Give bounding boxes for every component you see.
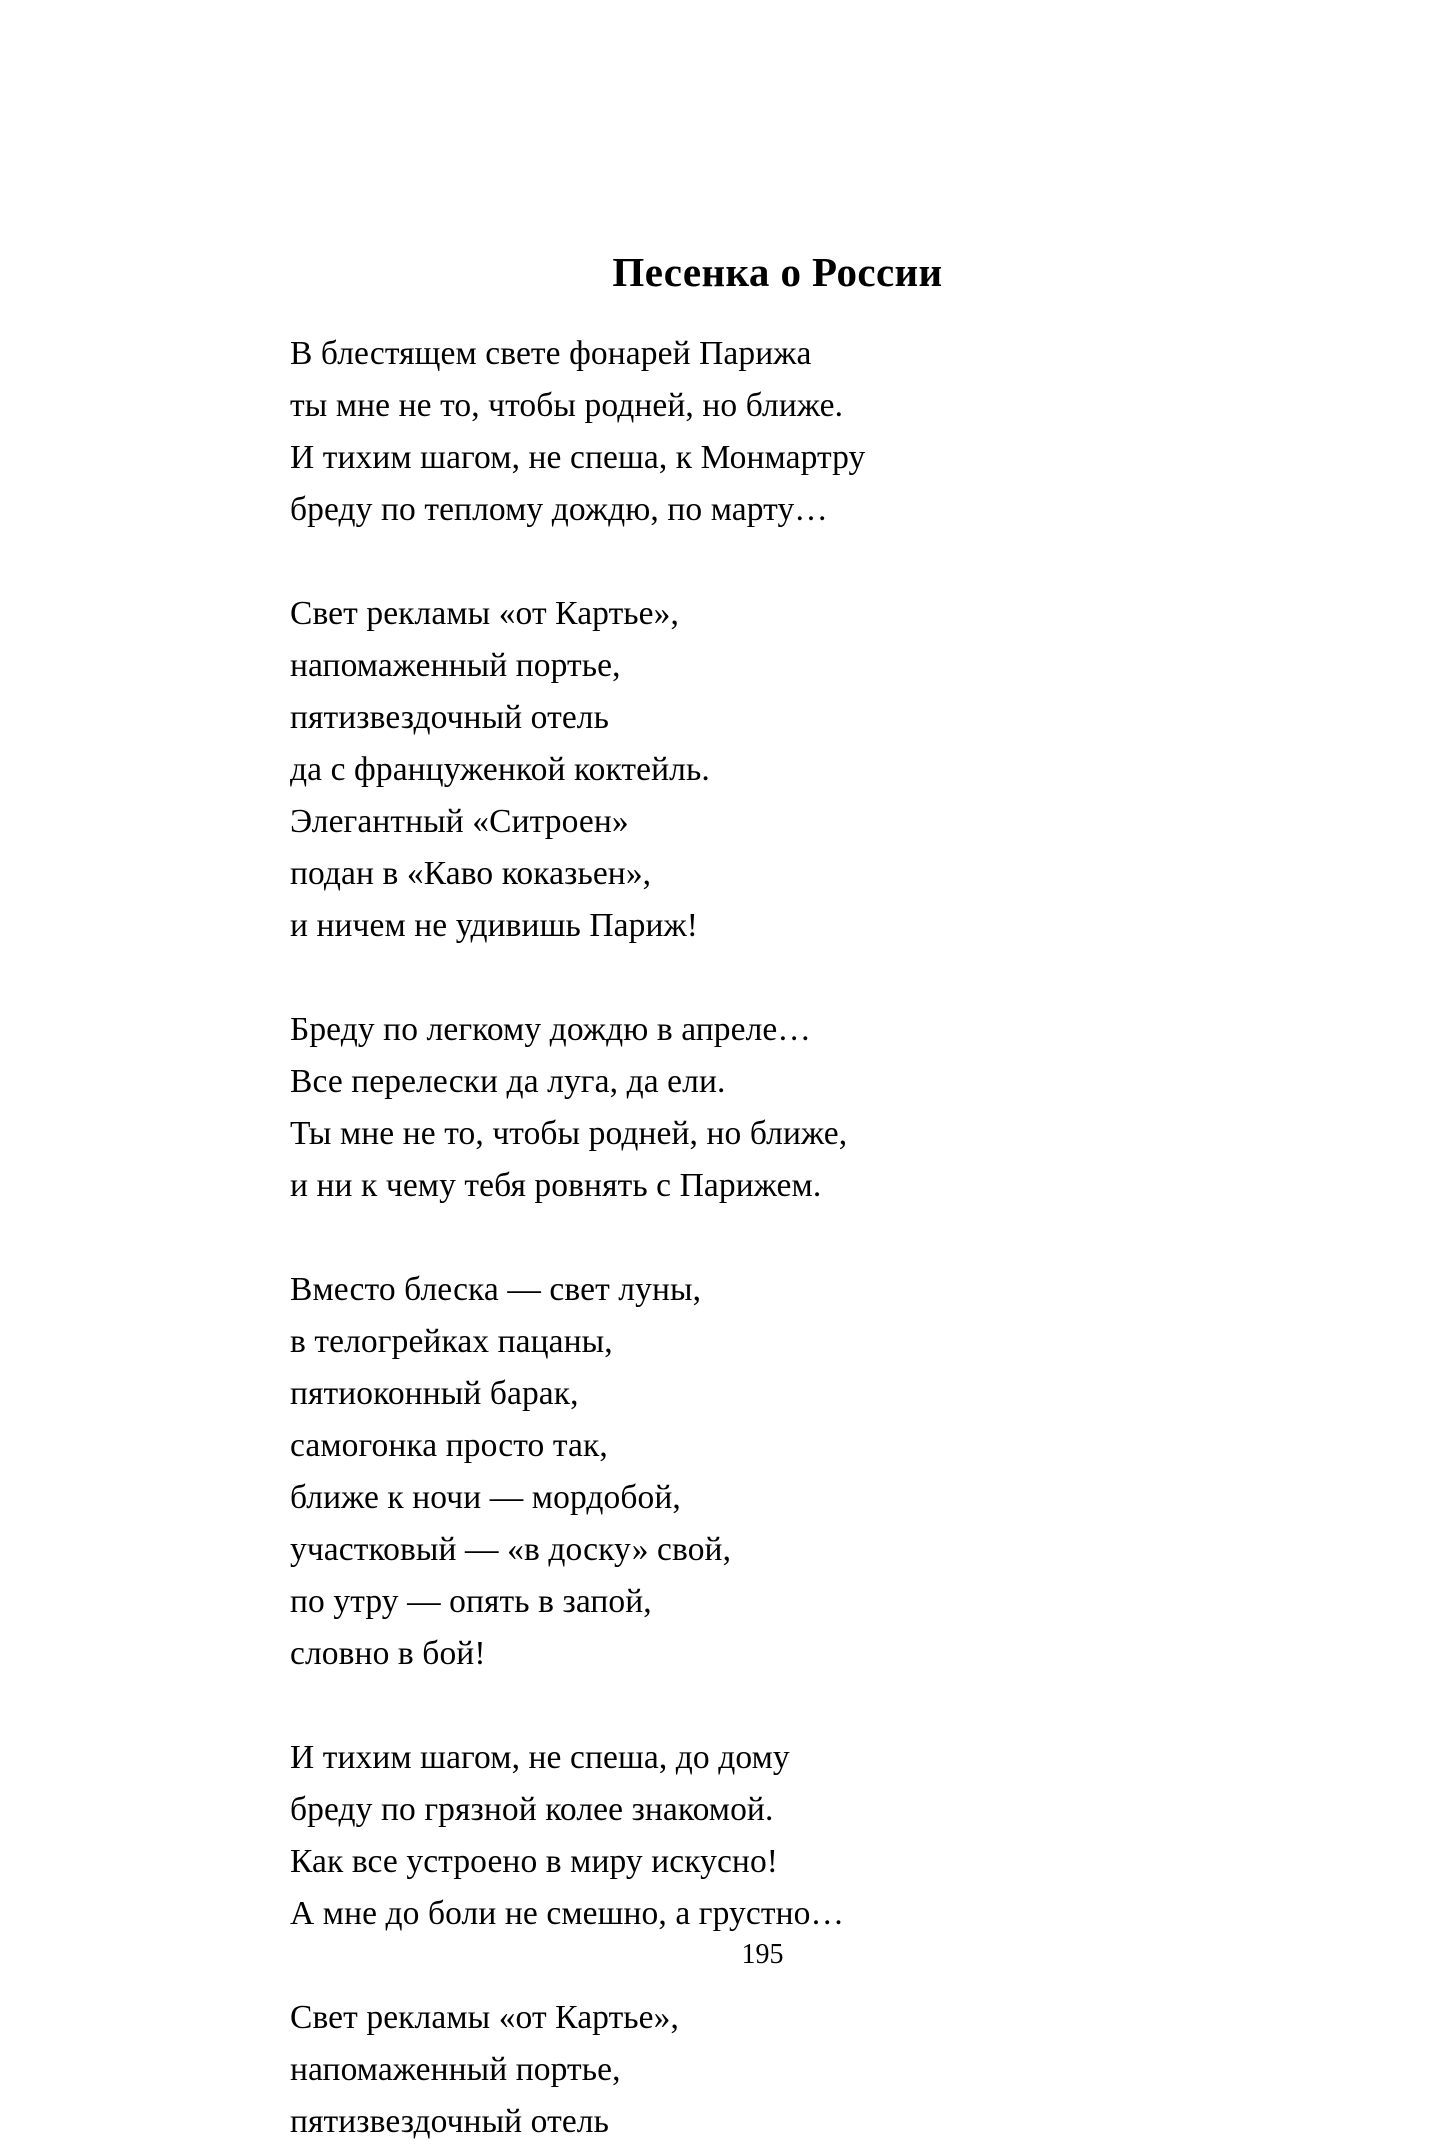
verse-line: по утру — опять в запой, [290,1583,652,1620]
verse-line: и ни к чему тебя ровнять с Парижем. [290,1167,822,1204]
verse-line: словно в бой! [290,1635,486,1672]
verse-line: Ты мне не то, чтобы родней, но ближе, [290,1115,848,1152]
verse-line: Свет рекламы «от Картье», [290,1999,679,2036]
verse-line: И тихим шагом, не спеша, до дому [290,1739,790,1776]
verse-line: подан в «Каво коказьен», [290,855,652,892]
verse-line: В блестящем свете фонарей Парижа [290,335,812,372]
verse-line: И тихим шагом, не спеша, к Монмартру [290,439,866,476]
verse-line: ближе к ночи — мордобой, [290,1479,681,1516]
verse-line: участковый — «в доску» свой, [290,1531,732,1568]
poem-body [290,328,1290,2148]
verse-line: напомаженный портье, [290,2051,621,2088]
verse-line: самогонка просто так, [290,1427,608,1464]
verse-line: да с француженкой коктейль. [290,751,710,788]
verse-line: Вместо блеска — свет луны, [290,1271,702,1308]
verse-line: Бреду по легкому дождю в апреле… [290,1011,811,1048]
verse-line: Элегантный «Ситроен» [290,803,629,840]
verse-line: в телогрейках пацаны, [290,1323,613,1360]
verse-line: пятизвездочный отель [290,2103,609,2140]
stanza [290,588,1290,952]
verse-line: пятизвездочный отель [290,699,609,736]
page-number: 195 [741,1939,784,1970]
stanza [290,1264,1290,1680]
verse-line: ты мне не то, чтобы родней, но ближе. [290,387,844,424]
verse-line: Как все устроено в миру искусно! [290,1843,779,1880]
stanza [290,1732,1290,1940]
verse-line: Свет рекламы «от Картье», [290,595,679,632]
verse-line: Все перелески да луга, да ели. [290,1063,726,1100]
verse-line: бреду по грязной колее знакомой. [290,1791,774,1828]
page-title: Песенка о России [612,249,943,296]
stanza [290,1004,1290,1212]
verse-line: напомаженный портье, [290,647,621,684]
stanza [290,1992,1290,2148]
verse-line: А мне до боли не смешно, а грустно… [290,1895,845,1932]
verse-line: и ничем не удивишь Париж! [290,907,698,944]
verse-line: пятиоконный барак, [290,1375,579,1412]
verse-line: бреду по теплому дождю, по марту… [290,491,828,528]
stanza [290,328,1290,536]
